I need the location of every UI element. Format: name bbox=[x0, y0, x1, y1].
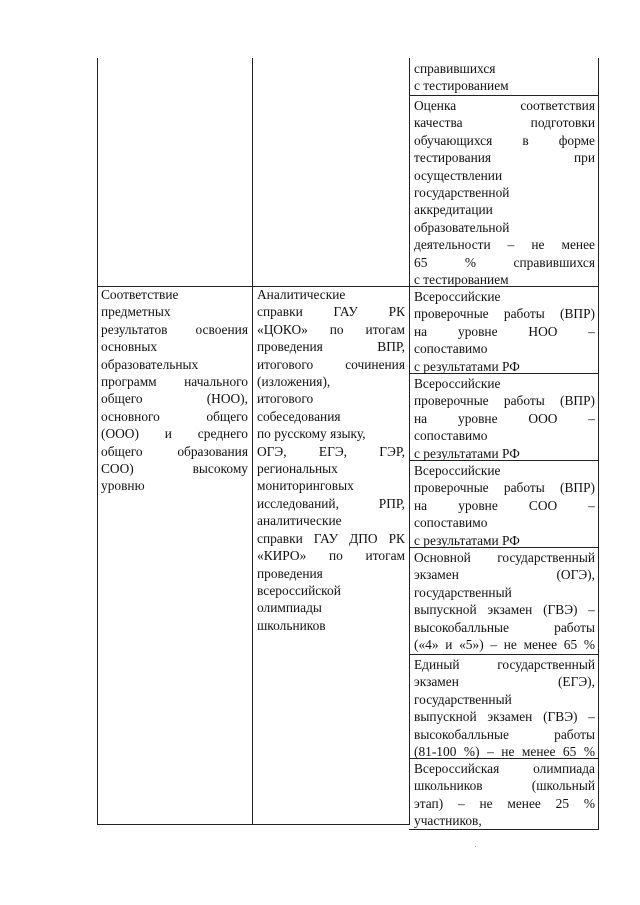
criterion-line: основных bbox=[101, 339, 158, 355]
source-line: школьников bbox=[257, 617, 326, 633]
indicator-line: проверочные работы (ВПР) bbox=[414, 480, 595, 496]
indicator-line: проверочные работы (ВПР) bbox=[414, 393, 595, 409]
indicator-line: на уровне СОО – bbox=[414, 497, 595, 513]
indicator-cell-vpr-soo bbox=[414, 462, 595, 549]
indicator-line: (81-100 %) – не менее 65 % bbox=[414, 744, 595, 760]
source-line: всероссийской bbox=[257, 582, 341, 598]
indicator-line: образовательной bbox=[414, 219, 510, 235]
source-line: Аналитические bbox=[257, 287, 346, 302]
table-column-divider-2 bbox=[409, 58, 410, 825]
indicator-line: 65 % справившихся bbox=[414, 254, 595, 270]
criterion-line: общего (НОО), bbox=[101, 391, 248, 407]
criterion-line: уровню bbox=[101, 478, 145, 494]
source-line: исследований, РПР, bbox=[257, 495, 405, 511]
table-border-right bbox=[598, 58, 599, 830]
source-line: мониторинговых bbox=[257, 478, 354, 494]
indicator-line: на уровне НОО – bbox=[414, 323, 595, 339]
indicator-line: с результатами РФ bbox=[414, 445, 520, 461]
criterion-line: основного общего bbox=[101, 408, 248, 424]
row-divider-ege bbox=[409, 654, 599, 655]
indicator-line: справившихся bbox=[414, 61, 496, 76]
criterion-line: предметных bbox=[101, 304, 171, 320]
source-line: «ЦОКО» по итогам bbox=[257, 321, 405, 337]
indicator-line: качества подготовки bbox=[414, 115, 595, 131]
indicator-line: государственный bbox=[414, 584, 512, 600]
indicator-line: сопоставимо bbox=[414, 428, 488, 444]
indicator-cell-ege bbox=[414, 656, 595, 760]
scan-speck bbox=[475, 846, 476, 847]
indicator-line: Всероссийская олимпиада bbox=[414, 761, 595, 776]
source-line: справки ГАУ РК bbox=[257, 304, 405, 320]
indicator-line: Единый государственный bbox=[414, 657, 595, 672]
source-line: проведения bbox=[257, 565, 323, 581]
indicator-line: экзамен (ОГЭ), bbox=[414, 567, 595, 583]
indicator-line: Всероссийские bbox=[414, 289, 501, 304]
criterion-line: (ООО) и среднего bbox=[101, 426, 248, 442]
table-column-divider-1 bbox=[252, 58, 253, 825]
indicator-line: экзамен (ЕГЭ), bbox=[414, 674, 595, 690]
source-line: справки ГАУ ДПО РК bbox=[257, 530, 405, 546]
indicator-cell-continued bbox=[414, 60, 595, 95]
source-line: олимпиады bbox=[257, 600, 322, 616]
indicator-line: с результатами РФ bbox=[414, 532, 520, 548]
source-line: ОГЭ, ЕГЭ, ГЭР, bbox=[257, 443, 405, 459]
indicator-line: на уровне ООО – bbox=[414, 410, 595, 426]
criterion-line: программ начального bbox=[101, 374, 248, 390]
indicator-line: тестирования при bbox=[414, 150, 595, 166]
indicator-line: высокобалльные работы bbox=[414, 619, 595, 635]
indicator-line: проверочные работы (ВПР) bbox=[414, 306, 595, 322]
indicator-line: этап) – не менее 25 % bbox=[414, 795, 595, 811]
indicator-line: сопоставимо bbox=[414, 515, 488, 531]
indicator-line: участников, bbox=[414, 813, 482, 829]
criterion-line: Соответствие bbox=[101, 287, 179, 302]
source-line: «КИРО» по итогам bbox=[257, 548, 405, 564]
indicator-cell-accreditation bbox=[414, 97, 595, 288]
source-line: собеседования bbox=[257, 408, 341, 424]
indicator-line: сопоставимо bbox=[414, 341, 488, 357]
source-cell bbox=[257, 286, 405, 634]
criterion-line: общего образования bbox=[101, 443, 248, 459]
indicator-line: выпускной экзамен (ГВЭ) – bbox=[414, 602, 595, 618]
row-divider-accred bbox=[409, 95, 599, 96]
table-border-left bbox=[97, 58, 98, 825]
source-line: итогового bbox=[257, 391, 314, 407]
criterion-line: результатов освоения bbox=[101, 321, 248, 337]
source-line: по русскому языку, bbox=[257, 426, 366, 442]
indicator-line: с результатами РФ bbox=[414, 358, 520, 374]
indicator-line: государственной bbox=[414, 185, 510, 201]
indicator-line: Всероссийские bbox=[414, 376, 501, 391]
indicator-line: аккредитации bbox=[414, 202, 493, 218]
indicator-line: («4» и «5») – не менее 65 % bbox=[414, 637, 595, 653]
criterion-line: образовательных bbox=[101, 356, 199, 372]
source-line: (изложения), bbox=[257, 374, 331, 390]
indicator-line: государственный bbox=[414, 691, 512, 707]
indicator-line: выпускной экзамен (ГВЭ) – bbox=[414, 709, 595, 725]
indicator-line: деятельности – не менее bbox=[414, 237, 595, 253]
indicator-line: Основной государственный bbox=[414, 550, 595, 565]
indicator-line: высокобалльные работы bbox=[414, 726, 595, 742]
indicator-cell-oge bbox=[414, 549, 595, 653]
source-line: региональных bbox=[257, 461, 338, 477]
source-line: итогового сочинения bbox=[257, 356, 405, 372]
indicator-cell-olympiad bbox=[414, 760, 595, 830]
indicator-line: обучающихся в форме bbox=[414, 132, 595, 148]
indicator-cell-vpr-noo bbox=[414, 288, 595, 375]
indicator-line: Всероссийские bbox=[414, 463, 501, 478]
indicator-line: осуществлении bbox=[414, 167, 503, 183]
source-line: проведения ВПР, bbox=[257, 339, 405, 355]
indicator-line: школьников (школьный bbox=[414, 778, 595, 794]
indicator-cell-vpr-ooo bbox=[414, 375, 595, 462]
criterion-cell bbox=[101, 286, 248, 495]
indicator-line: с тестированием bbox=[414, 78, 509, 94]
indicator-line: Оценка соответствия bbox=[414, 98, 595, 113]
table-border-bottom bbox=[97, 824, 410, 825]
indicator-line: с тестированием bbox=[414, 272, 509, 288]
criterion-line: СОО) высокому bbox=[101, 461, 248, 477]
source-line: аналитические bbox=[257, 513, 342, 529]
